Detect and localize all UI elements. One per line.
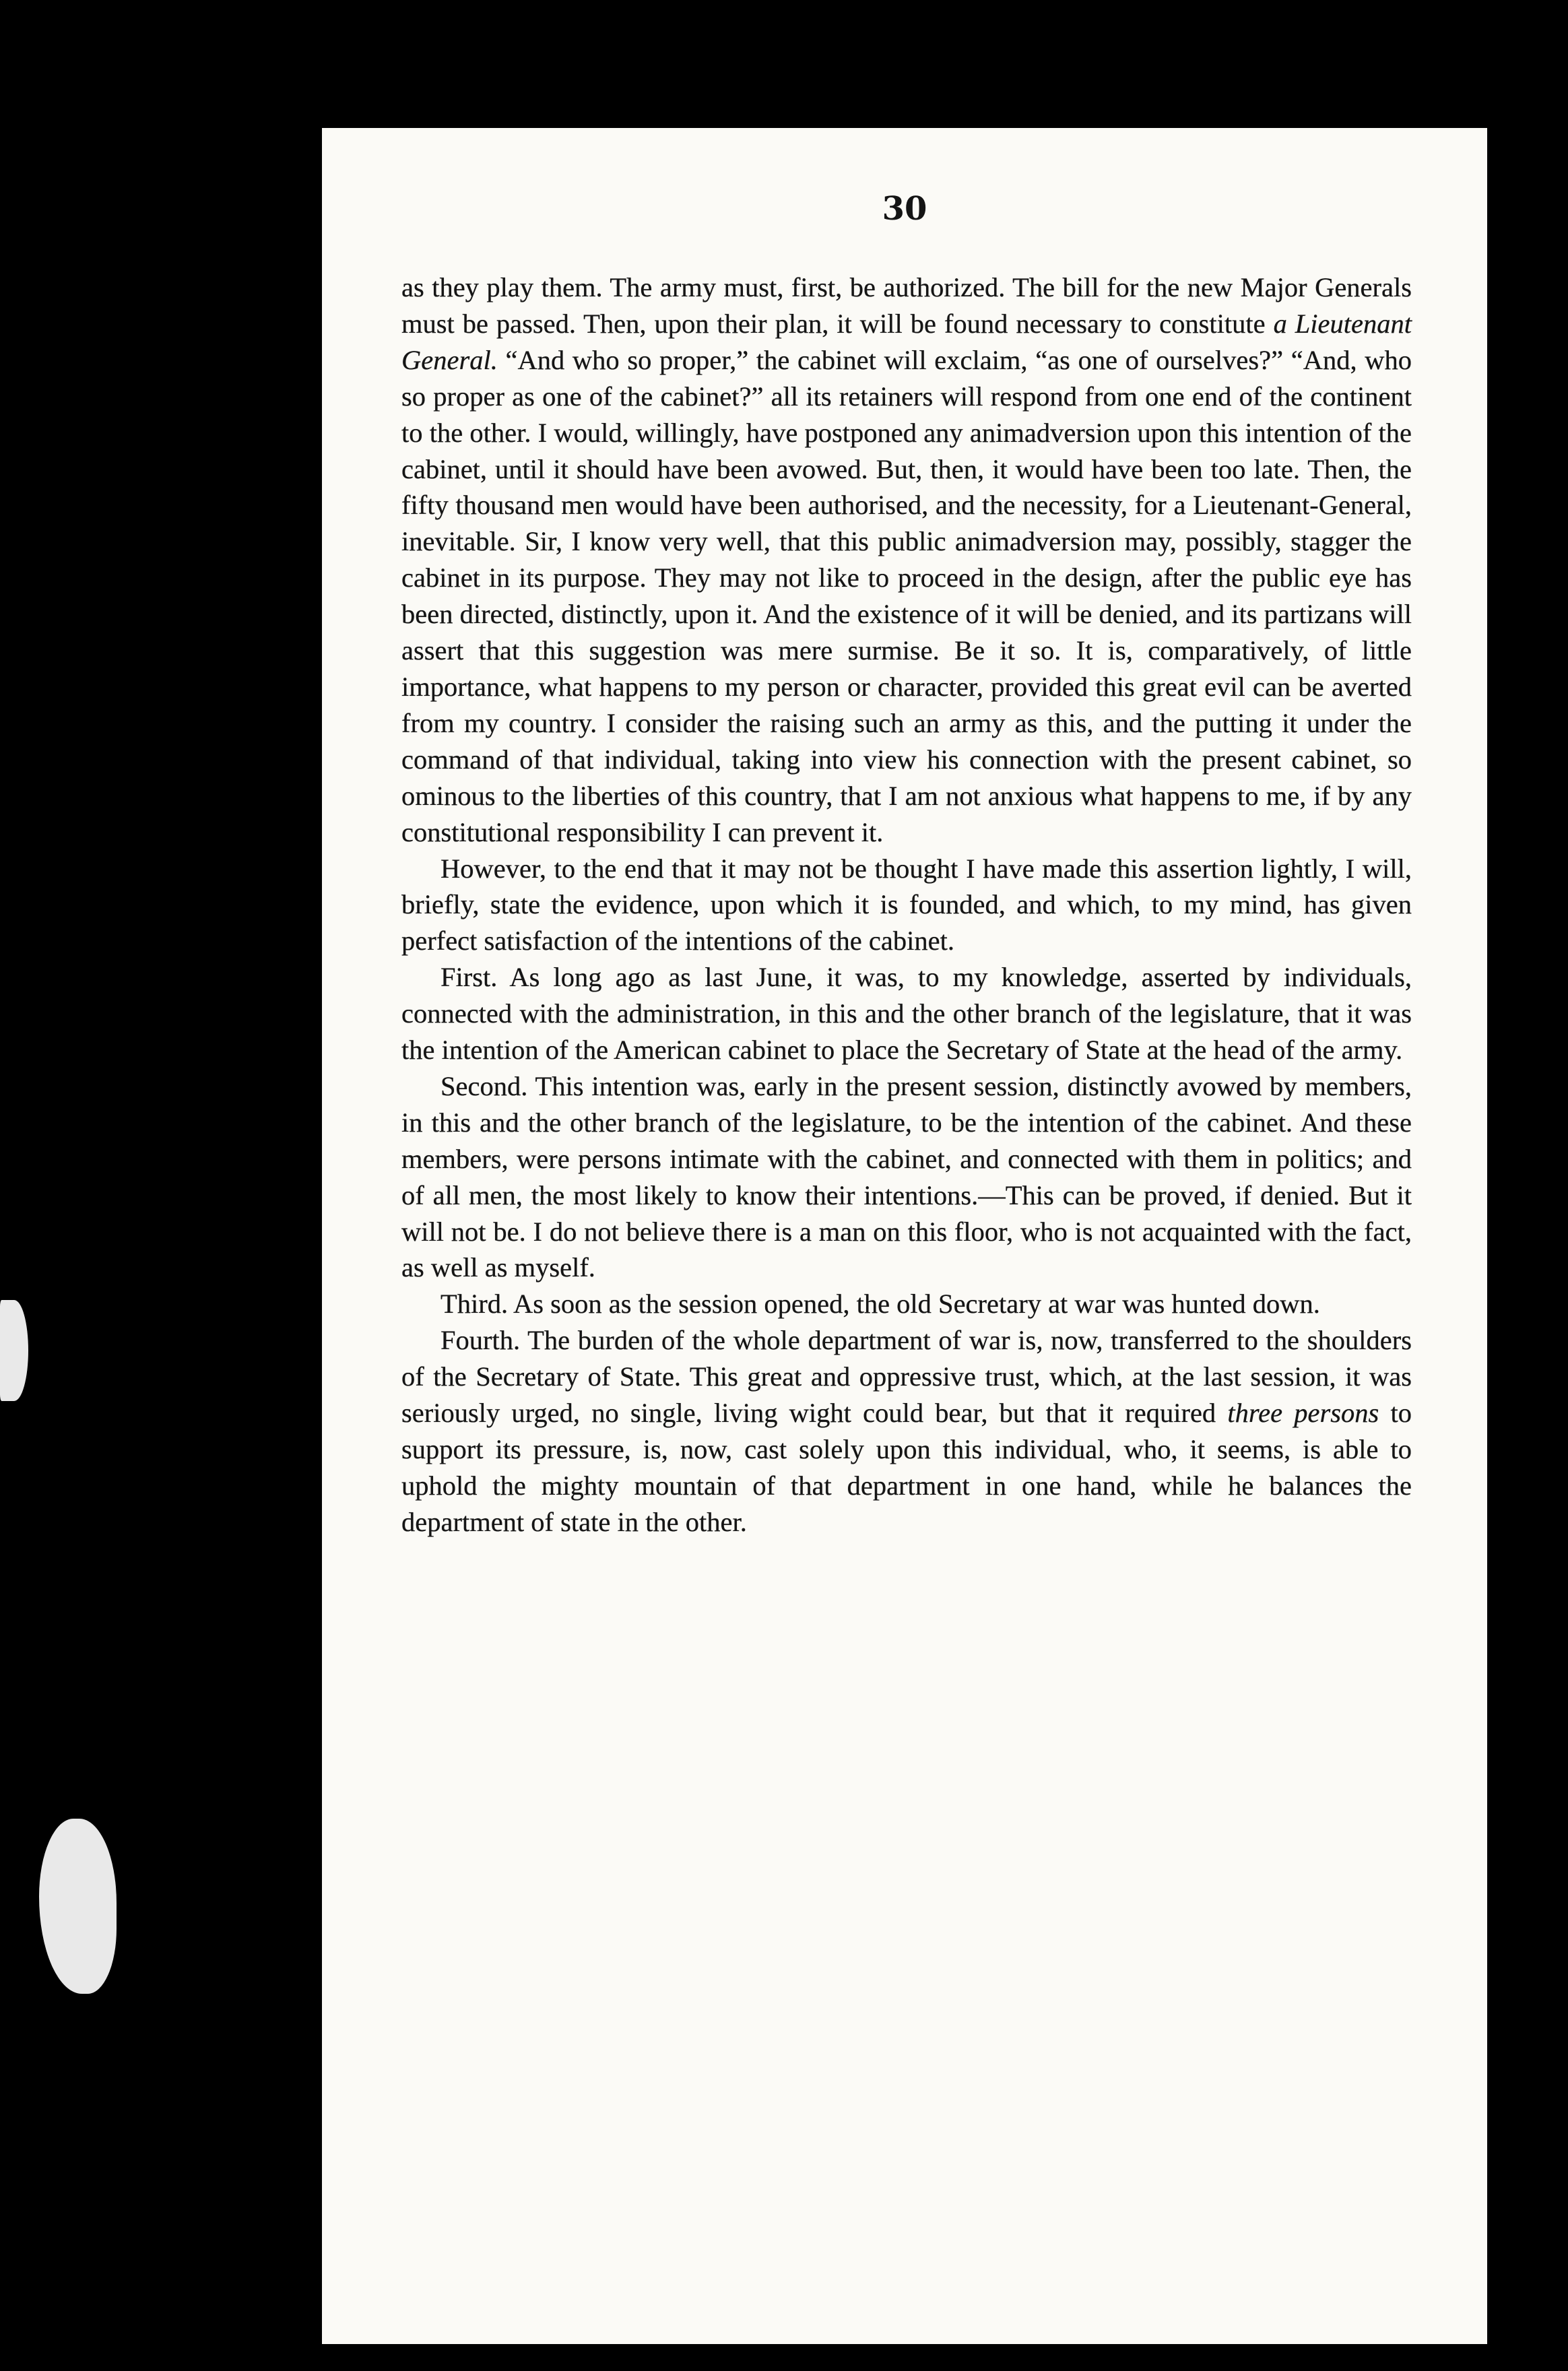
paragraph-text: “And who so proper,” the cabinet will exclaim, “as one of ourselves?” “And, who so proper as one of the cabinet?” all its retainers will respond from one end of the continent to the other. I would, willingly, have postponed any animadversion upon this intention of the cabinet, until it should have been avowed. But, then, it would have been too late. Then, the fifty thousand men would have been authorised, and the necessity, for a Lieutenant-General, inevitable. Sir, I know very well, that this public animadversion may, possibly, stagger the cabinet in its purpose. They may not like to proceed in the design, after the public eye has been directed, distinctly, upon it. And the existence of it will be denied, and its partizans will assert that this suggestion was mere surmise. Be it so. It is, comparatively, of little importance, what happens to my person or character, provided this great evil can be averted from my country. I consider the raising such an army as this, and the putting it under the command of that individual, taking into view his connection with the present cabinet, so ominous to the liberties of this country, that I am not anxious what happens to me, if by any constitutional responsibility I can prevent it. <box>401 344 1412 847</box>
page-number: 30 <box>882 190 927 228</box>
paragraph <box>401 959 1412 1068</box>
paragraph <box>401 1322 1412 1540</box>
paragraph <box>401 1286 1412 1322</box>
paragraph-text: to support its pressure, is, now, cast solely upon this individual, who, it seems, is able to uphold the mighty mountain of that department in one hand, while he balances the department of state in the other. <box>401 1398 1412 1537</box>
paragraph <box>401 851 1412 960</box>
document-page <box>322 128 1487 2344</box>
paragraph-text: Third. As soon as the session opened, the old Secretary at war was hunted down. <box>440 1289 1320 1320</box>
scan-edge-blot <box>0 1300 28 1401</box>
paragraph <box>401 1068 1412 1286</box>
paragraph-text: Second. This intention was, early in the present session, distinctly avowed by members, in this and the other branch of the legislature, to be the intention of the cabinet. And these members, were persons intimate with the cabinet, and connected with them in politics; and of all men, the most likely to know their intentions.—This can be proved, if denied. But it will not be. I do not believe there is a man on this floor, who is not acquainted with the fact, as well as myself. <box>401 1070 1412 1283</box>
body-text <box>401 269 1412 1540</box>
paragraph-text: First. As long ago as last June, it was, to my knowledge, asserted by individuals, connected with the administration, in this and the other branch of the legislature, that it was the intention of the American cabinet to place the Secretary of State at the head of the army. <box>401 962 1412 1066</box>
italic-text: three persons <box>1227 1398 1379 1429</box>
paragraph-text: as they play them. The army must, first, be authorized. The bill for the new Major Generals must be passed. Then, upon their plan, it will be found necessary to constitute <box>401 272 1412 339</box>
italic-text: a Lieutenant General. <box>401 308 1412 375</box>
paragraph-text: Fourth. The burden of the whole department of war is, now, transferred to the shoulders of the Secretary of State. This great and oppressive trust, which, at the last session, it was seriously urged, no single, living wight could bear, but that it required <box>401 1325 1412 1429</box>
scan-edge-blot <box>39 1819 117 1994</box>
paragraph <box>401 269 1412 851</box>
paragraph-text: However, to the end that it may not be thought I have made this assertion lightly, I will, briefly, state the evidence, upon which it is founded, and which, to my mind, has given perfect satisfaction of the intentions of the cabinet. <box>401 853 1412 956</box>
